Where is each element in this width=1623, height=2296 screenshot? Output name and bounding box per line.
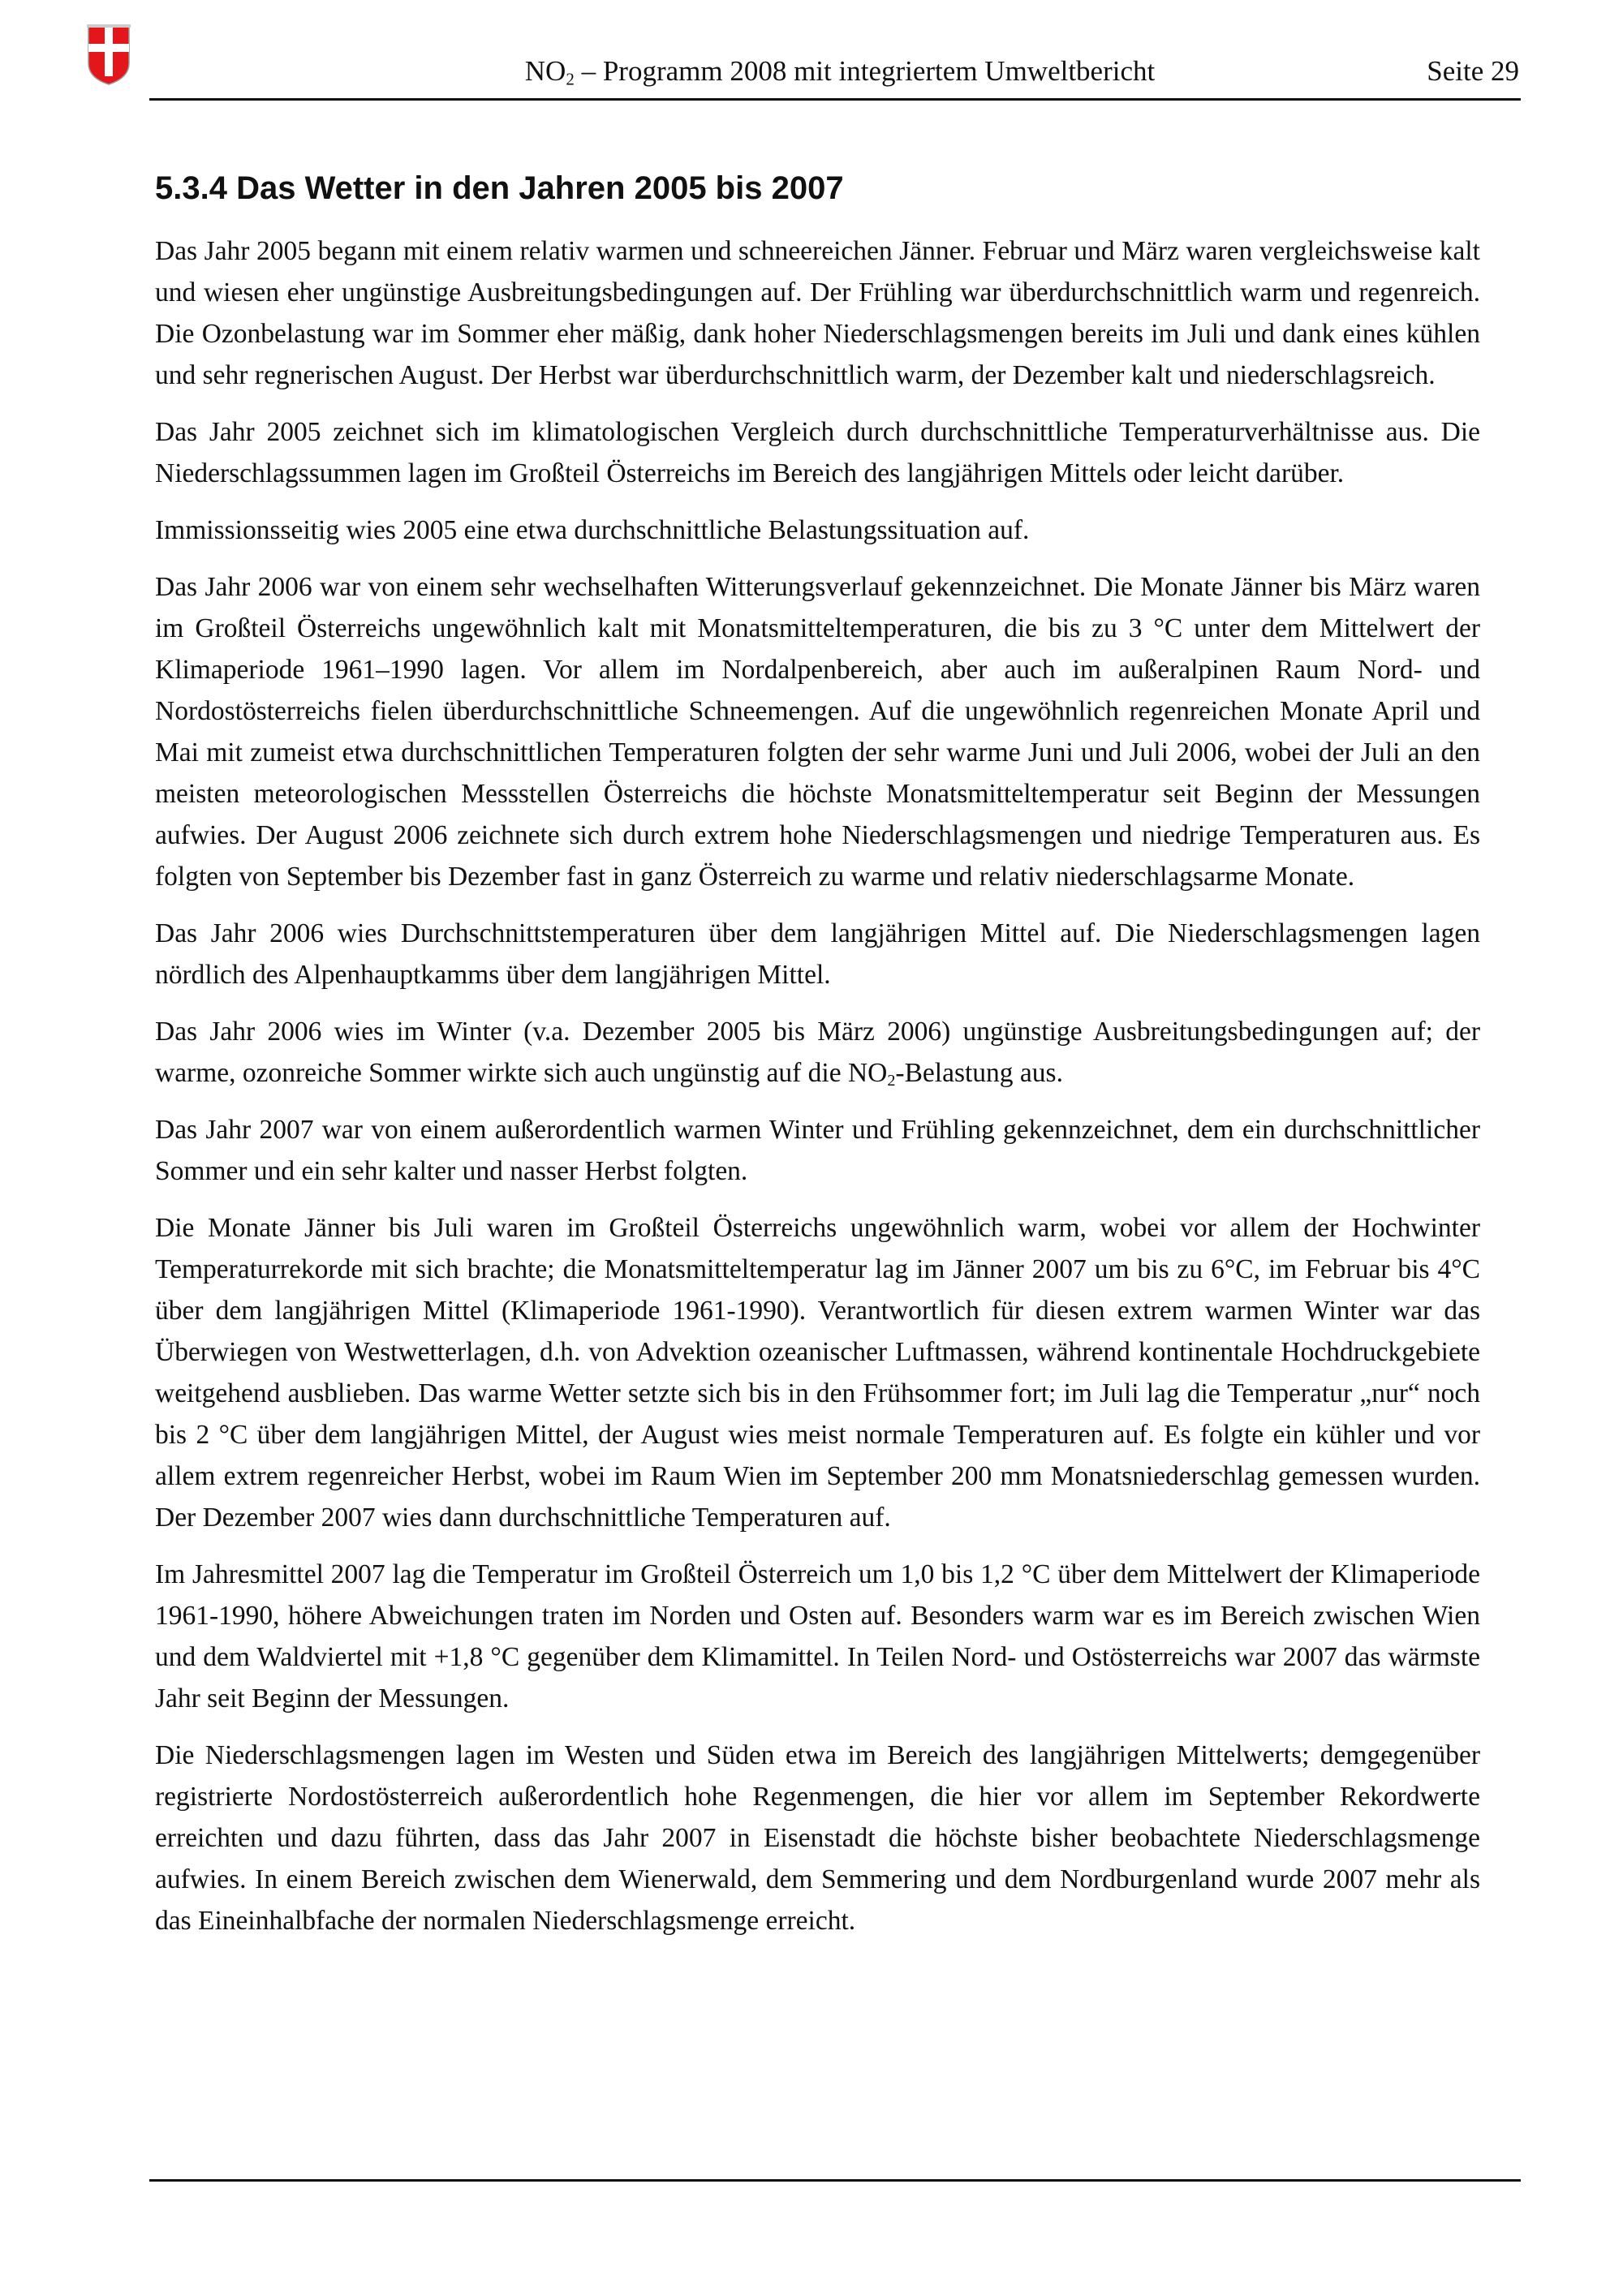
paragraph-part: Das Jahr 2006 wies im Winter (v.a. Dezember 2005 bis März 2006) ungünstige Ausbreitungsbedingungen auf; der warme, ozonreiche Sommer wirkte sich auch ungünstig auf die NO	[155, 1017, 1480, 1088]
paragraph: Im Jahresmittel 2007 lag die Temperatur im Großteil Österreich um 1,0 bis 1,2 °C über dem Mittelwert der Klimaperiode 1961-1990, höhere Abweichungen traten im Norden und Osten auf. Besonders warm war es im Bereich zwischen Wien und dem Waldviertel mit +1,8 °C gegenüber dem Klimamittel. In Teilen Nord- und Ostösterreichs war 2007 das wärmste Jahr seit Beginn der Messungen.	[155, 1559, 1480, 1713]
paragraph: Die Monate Jänner bis Juli waren im Großteil Österreichs ungewöhnlich warm, wobei vor allem der Hochwinter Temperaturrekorde mit sich brachte; die Monatsmitteltemperatur lag im Jänner 2007 um bis zu 6°C, im Februar bis 4°C über dem langjährigen Mittel (Klimaperiode 1961-1990). Verantwortlich für diesen extrem warmen Winter war das Überwiegen von Westwetterlagen, d.h. von Advektion ozeanischer Luftmassen, während kontinentale Hochdruckgebiete weitgehend ausblieben. Das warme Wetter setzte sich bis in den Frühsommer fort; im Juli lag die Temperatur „nur“ noch bis 2 °C über dem langjährigen Mittel, der August wies meist normale Temperaturen auf. Es folgte ein kühler und vor allem extrem regenreicher Herbst, wobei im Raum Wien im September 200 mm Monatsniederschlag gemessen wurden. Der Dezember 2007 wies dann durchschnittliche Temperaturen auf.	[155, 1213, 1480, 1533]
footer-rule	[149, 2179, 1521, 2182]
paragraph: Das Jahr 2006 war von einem sehr wechselhaften Witterungsverlauf gekennzeichnet. Die Monate Jänner bis März waren im Großteil Österreichs ungewöhnlich kalt mit Monatsmitteltemperaturen, die bis zu 3 °C unter dem Mittelwert der Klimaperiode 1961–1990 lagen. Vor allem im Nordalpenbereich, aber auch im außeralpinen Raum Nord- und Nordostösterreichs fielen überdurchschnittliche Schneemengen. Auf die ungewöhnlich regenreichen Monate April und Mai mit zumeist etwa durchschnittlichen Temperaturen folgten der sehr warme Juni und Juli 2006, wobei der Juli an den meisten meteorologischen Messstellen Österreichs die höchste Monatsmitteltemperatur seit Beginn der Messungen aufwies. Der August 2006 zeichnete sich durch extrem hohe Niederschlagsmengen und niedrige Temperaturen aus. Es folgten von September bis Dezember fast in ganz Österreich zu warme und relativ niederschlagsarme Monate.	[155, 572, 1480, 892]
paragraph: Das Jahr 2005 begann mit einem relativ warmen und schneereichen Jänner. Februar und März waren vergleichsweise kalt und wiesen eher ungünstige Ausbreitungsbedingungen auf. Der Frühling war überdurchschnittlich warm und regenreich. Die Ozonbelastung war im Sommer eher mäßig, dank hoher Niederschlagsmengen bereits im Juli und dank eines kühlen und sehr regnerischen August. Der Herbst war überdurchschnittlich warm, der Dezember kalt und niederschlagsreich.	[155, 236, 1480, 390]
header-title-subscript: 2	[566, 69, 575, 89]
paragraph: Das Jahr 2005 zeichnet sich im klimatologischen Vergleich durch durchschnittliche Temperaturverhältnisse aus. Die Niederschlagssummen lagen im Großteil Österreichs im Bereich des langjährigen Mittels oder leicht darüber.	[155, 417, 1480, 488]
paragraph	[155, 1011, 1480, 1094]
paragraph: Die Niederschlagsmengen lagen im Westen und Süden etwa im Bereich des langjährigen Mittelwerts; demgegenüber registrierte Nordostösterreich außerordentlich hohe Regenmengen, die hier vor allem im September Rekordwerte erreichten und dazu führten, dass das Jahr 2007 in Eisenstadt die höchste bisher beobachtete Niederschlagsmenge aufwies. In einem Bereich zwischen dem Wienerwald, dem Semmering und dem Nordburgenland wurde 2007 mehr als das Eineinhalbfache der normalen Niederschlagsmenge erreicht.	[155, 1740, 1480, 1936]
paragraph: Das Jahr 2006 wies Durchschnittstemperaturen über dem langjährigen Mittel auf. Die Niederschlagsmengen lagen nördlich des Alpenhauptkamms über dem langjährigen Mittel.	[155, 918, 1480, 990]
section-heading: 5.3.4 Das Wetter in den Jahren 2005 bis 2007	[155, 170, 844, 206]
paragraph-part: -Belastung aus.	[895, 1058, 1063, 1088]
header-rule	[149, 98, 1521, 101]
header-title-part: NO	[524, 55, 566, 87]
paragraph: Das Jahr 2007 war von einem außerordentlich warmen Winter und Frühling gekennzeichnet, dem ein durchschnittlicher Sommer und ein sehr kalter und nasser Herbst folgten.	[155, 1115, 1480, 1186]
paragraph: Immissionsseitig wies 2005 eine etwa durchschnittliche Belastungssituation auf.	[155, 515, 1030, 545]
body-text	[155, 230, 1480, 1957]
header-title-part: – Programm 2008 mit integriertem Umweltbericht	[574, 55, 1156, 87]
subscript: 2	[887, 1072, 896, 1090]
header-title	[0, 55, 1623, 88]
page-number: Seite 29	[1427, 55, 1519, 87]
